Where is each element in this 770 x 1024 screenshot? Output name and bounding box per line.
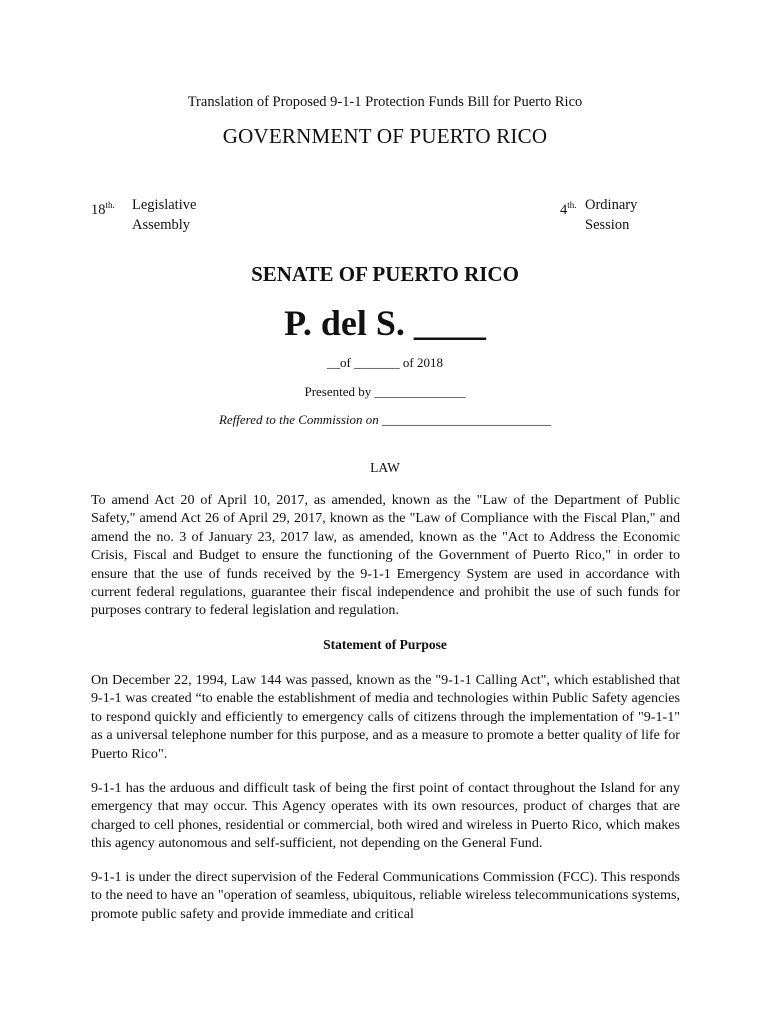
assembly-label-line2: Assembly [132,217,190,233]
assembly-number: $18^{th.}$ [91,200,115,218]
senate-title: SENATE OF PUERTO RICO [251,262,519,286]
purpose-paragraph-2: 9-1-1 has the arduous and difficult task of being the first point of contact throughout the Island for any emergency that may occur. This Agency operates with its own resources, product of charges that are charged to cell phones, residential or commercial, both wired and wireless in Puerto Rico, which makes this agency autonomous and self-sufficient, not depending on the General Fund. [91,780,680,852]
referred-commission-line: Reffered to the Commission on __________________________ [218,412,552,427]
presented-by-line: Presented by ______________ [304,384,466,399]
assembly-label-line1: Legislative [132,197,197,213]
translation-title: Translation of Proposed 9-1-1 Protection Funds Bill for Puerto Rico [187,94,583,110]
purpose-paragraph-3: 9-1-1 is under the direct supervision of the Federal Communications Commission (FCC). This responds to the need to have an "operation of seamless, ubiquitous, reliable wireless telecommunications systems, promote public safety and provide immediate and critical [91,869,680,922]
statement-of-purpose-heading: Statement of Purpose [323,637,447,652]
session-number: $4^{th.}$ [560,200,577,218]
bill-date-line: __of _______ of 2018 [327,355,443,370]
bill-number: P. del S. ____ [284,303,486,343]
session-label-line1: Ordinary [585,197,638,213]
bill-summary-paragraph: To amend Act 20 of April 10, 2017, as amended, known as the "Law of the Department of Public Safety," amend Act 26 of April 29, 2017, known as the "Law of Compliance with the Fiscal Plan," and amend the no. 3 of January 23, 2017 law, as amended, known as the "Act to Address the Economic Crisis, Fiscal and Budget to ensure the functioning of the Government of Puerto Rico," in order to ensure that the use of funds received by the 9-1-1 Emergency System are used in accordance with current federal regulations, guarantee their fiscal independence and prohibit the use of such funds for purposes contrary to federal legislation and regulation. [91,492,680,619]
law-heading: LAW [370,460,400,475]
session-label-line2: Session [585,217,630,233]
government-title: GOVERNMENT OF PUERTO RICO [222,124,548,148]
purpose-paragraph-1: On December 22, 1994, Law 144 was passed, known as the "9-1-1 Calling Act", which established that 9-1-1 was created “to enable the establishment of media and technologies within Public Safety agencies to respond quickly and efficiently to emergency calls of citizens through the implementation of "9-1-1" as a universal telephone number for this purpose, and as a measure to promote a better quality of life for Puerto Rico". [91,672,680,762]
